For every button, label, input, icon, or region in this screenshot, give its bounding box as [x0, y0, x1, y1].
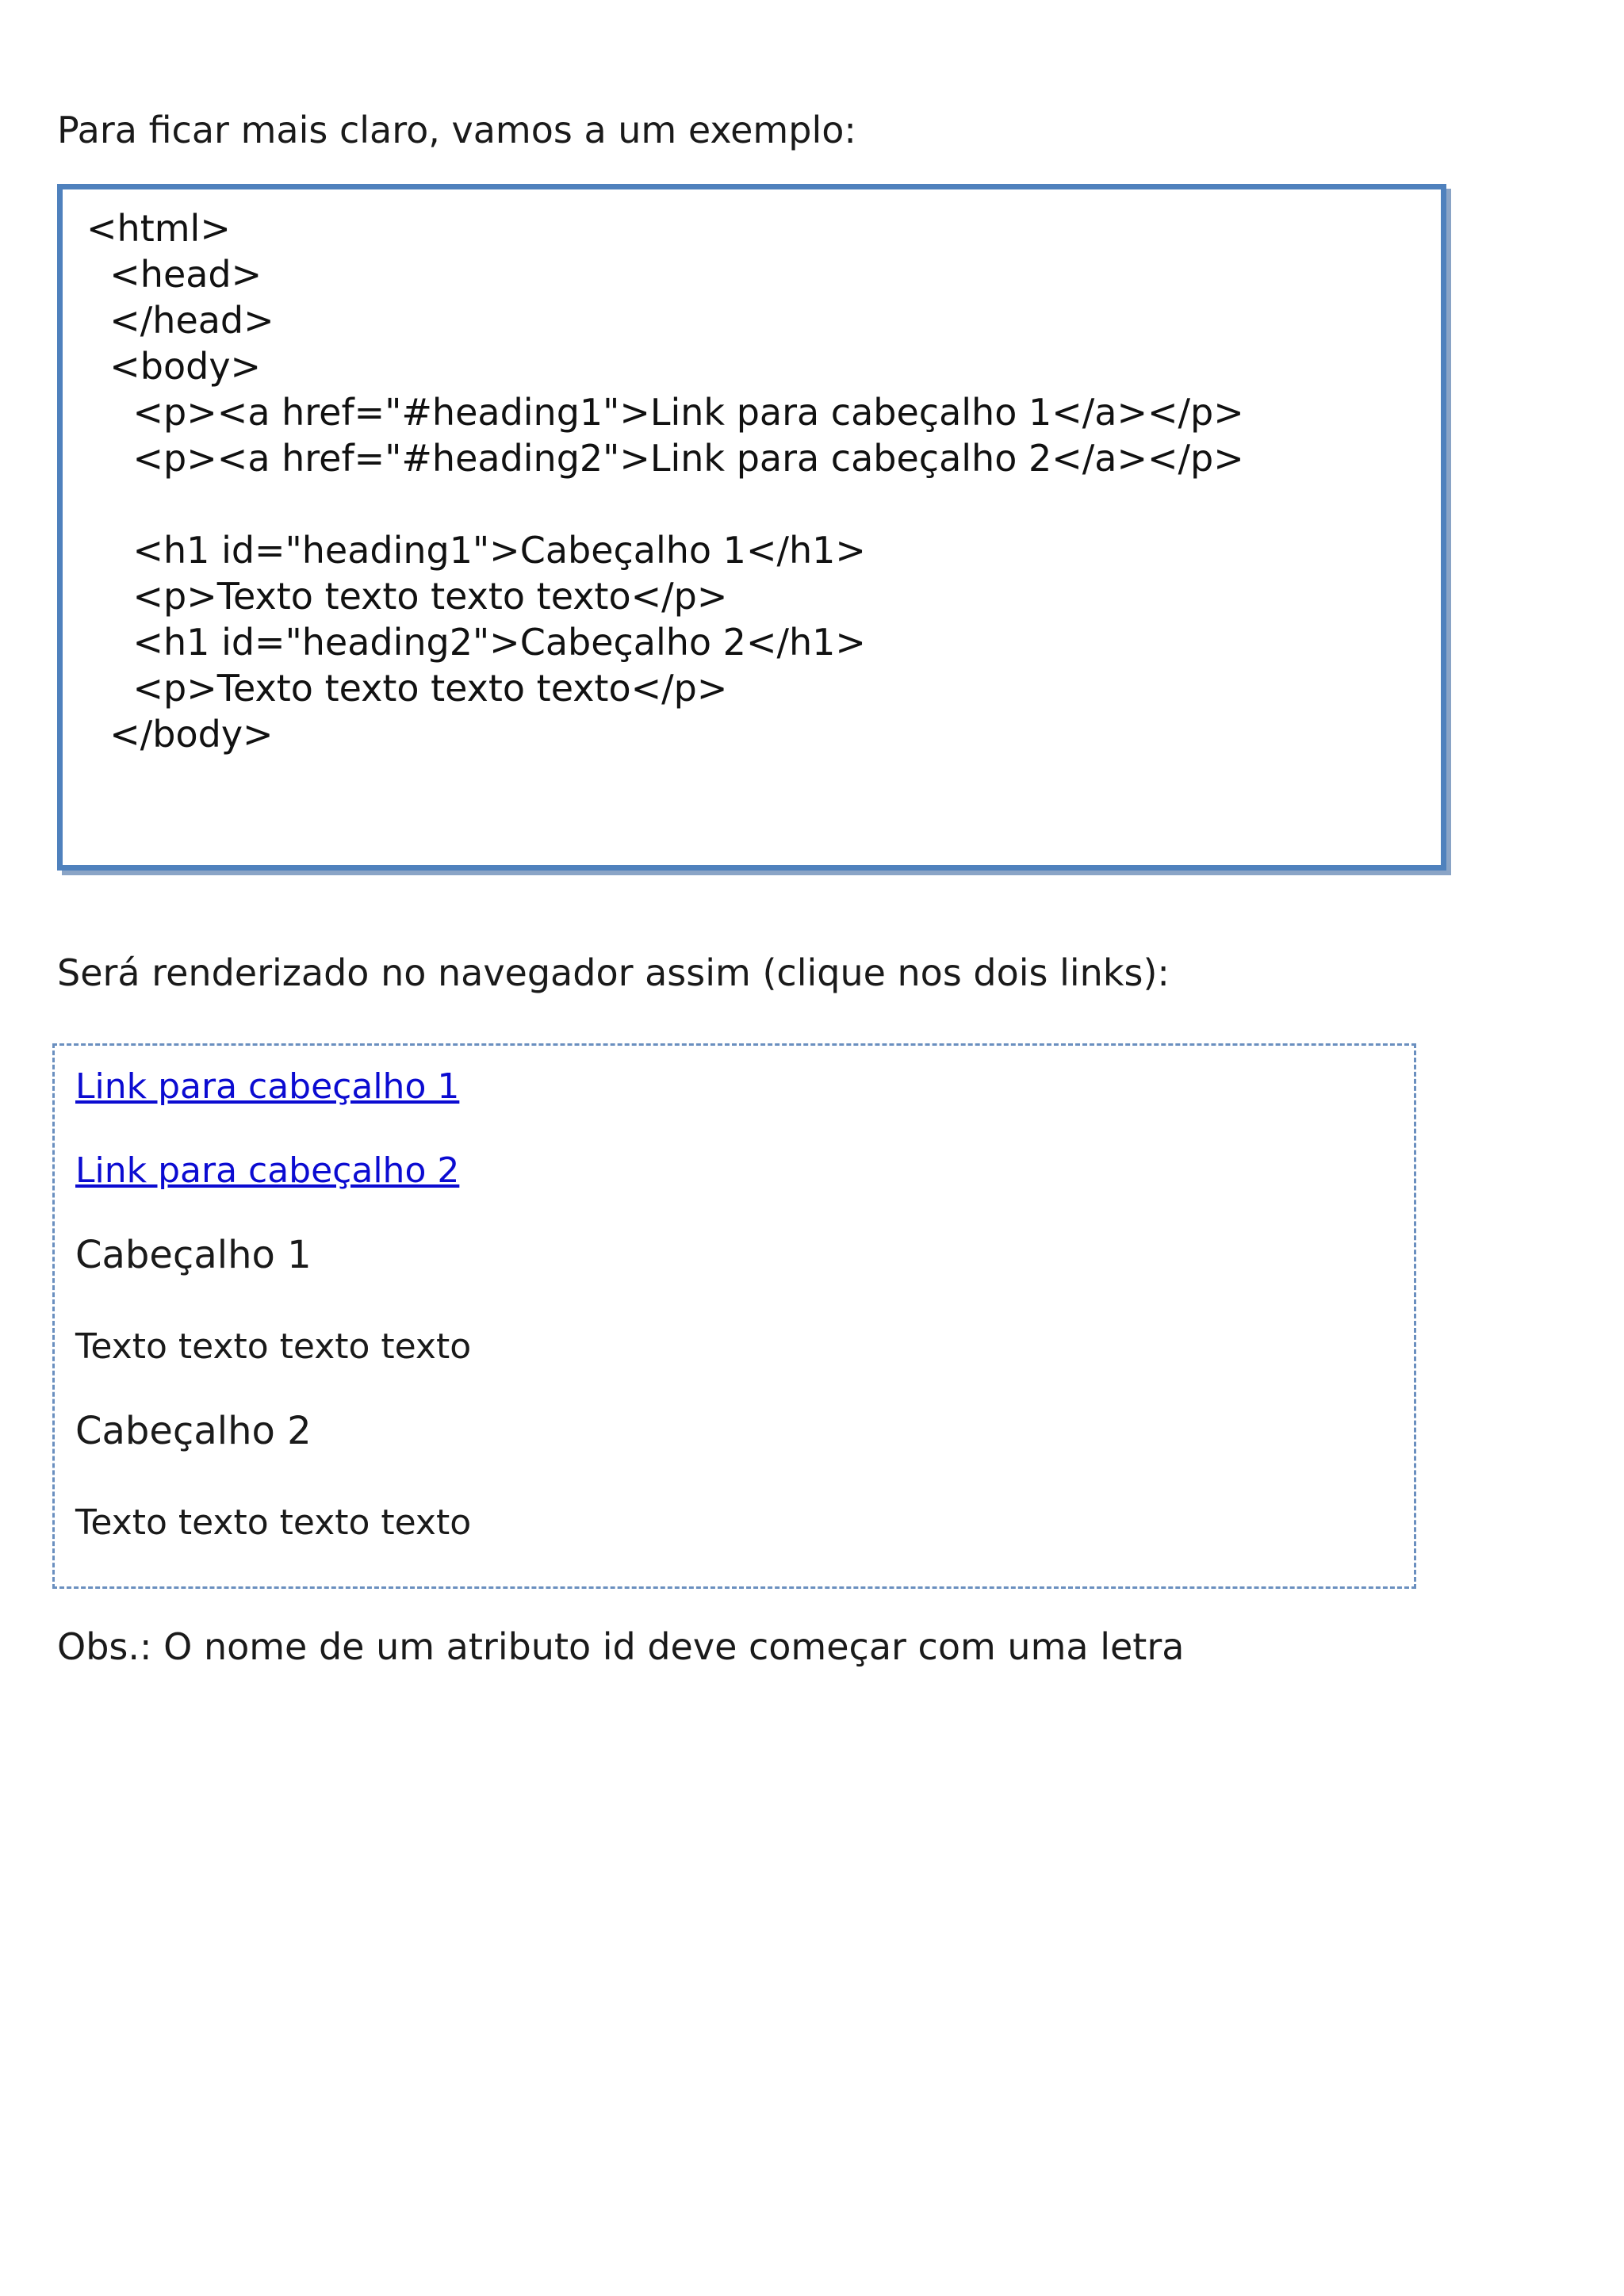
render-caption: Será renderizado no navegador assim (clique nos dois links):: [57, 951, 1170, 994]
rendered-output-box: [52, 1043, 1416, 1589]
code-line-link2: <p><a href="#heading2">Link para cabeçalho 2</a></p>: [86, 437, 1244, 480]
rendered-link-heading2[interactable]: Link para cabeçalho 2: [75, 1150, 460, 1191]
code-line-body-open: <body>: [86, 345, 262, 388]
code-line-h1-heading2: <h1 id="heading2">Cabeçalho 2</h1>: [86, 621, 866, 664]
code-line-p-text2: <p>Texto texto texto texto</p>: [86, 667, 728, 710]
obs-note: Obs.: O nome de um atributo id deve começar com uma letra: [57, 1625, 1185, 1668]
rendered-text-2: Texto texto texto texto: [75, 1502, 472, 1543]
rendered-heading-2: Cabeçalho 2: [75, 1409, 312, 1453]
rendered-text-1: Texto texto texto texto: [75, 1326, 472, 1367]
intro-text: Para ficar mais claro, vamos a um exemplo:: [57, 109, 856, 151]
code-example-box: [57, 184, 1446, 871]
code-line-html-open: <html>: [86, 207, 231, 250]
code-line-h1-heading1: <h1 id="heading1">Cabeçalho 1</h1>: [86, 529, 866, 572]
code-line-head-close: </head>: [86, 299, 274, 342]
rendered-link-heading1[interactable]: Link para cabeçalho 1: [75, 1066, 460, 1107]
code-line-p-text1: <p>Texto texto texto texto</p>: [86, 575, 728, 618]
code-line-head-open: <head>: [86, 253, 262, 296]
code-line-link1: <p><a href="#heading1">Link para cabeçalho 1</a></p>: [86, 391, 1244, 434]
code-line-body-close: </body>: [86, 713, 274, 756]
rendered-heading-1: Cabeçalho 1: [75, 1233, 312, 1277]
